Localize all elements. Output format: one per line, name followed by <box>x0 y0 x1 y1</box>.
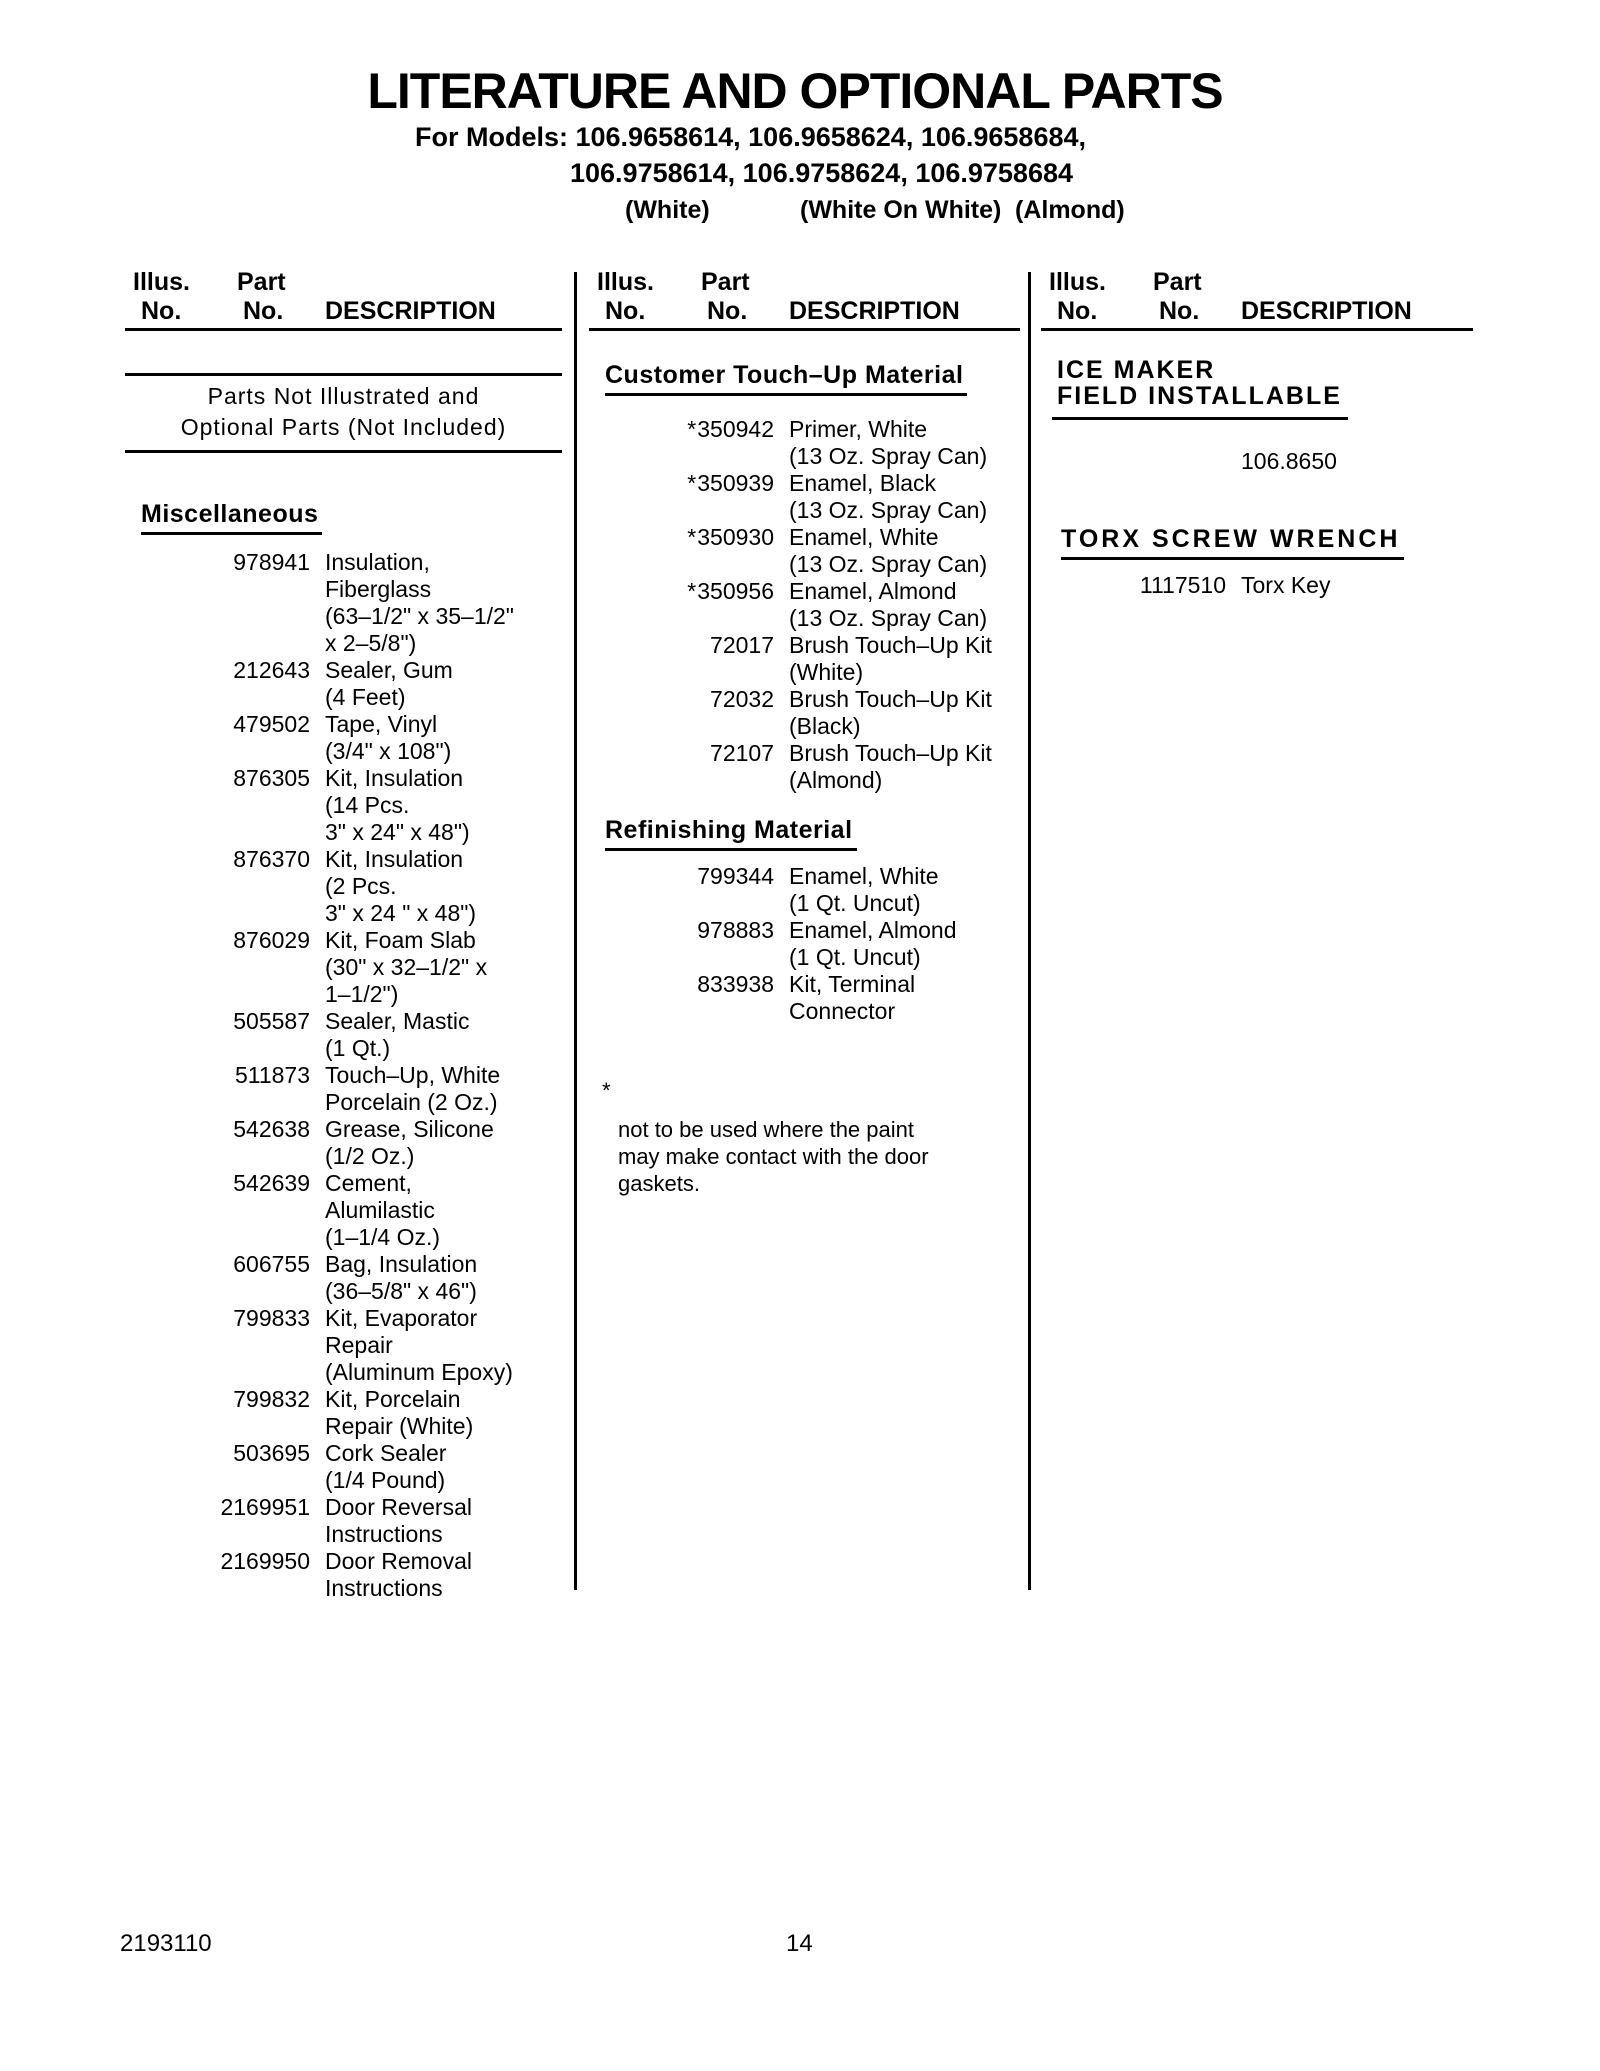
description-line: (Black) <box>789 713 861 739</box>
part-number-text: 542639 <box>233 1170 310 1196</box>
part-number-text: 212643 <box>233 657 310 683</box>
part-number-text: 350930 <box>697 524 774 550</box>
part-number-text: 350942 <box>697 416 774 442</box>
part-description <box>789 524 1020 578</box>
part-row <box>589 524 1020 578</box>
part-number <box>125 765 310 846</box>
description-line: Insulation, <box>325 549 430 575</box>
description-line: x 2–5/8") <box>325 630 417 656</box>
part-number-text: 503695 <box>233 1440 310 1466</box>
col-header-part: Part <box>701 268 750 296</box>
part-row <box>125 1548 562 1602</box>
model-number-row <box>1041 448 1473 475</box>
part-description <box>325 1494 562 1548</box>
banner-line: Optional Parts (Not Included) <box>180 414 507 440</box>
col-header-illus: Illus. <box>133 268 190 296</box>
part-row <box>125 1251 562 1305</box>
column-body <box>589 361 1020 1197</box>
part-number <box>125 846 310 927</box>
section-heading: TORX SCREW WRENCH <box>1061 525 1404 560</box>
description-line: Door Reversal <box>325 1494 472 1520</box>
description-line: Kit, Evaporator <box>325 1305 478 1331</box>
footnote-star-icon: * <box>687 524 697 550</box>
page-title: LITERATURE AND OPTIONAL PARTS <box>367 63 1223 119</box>
part-row <box>589 917 1020 971</box>
part-number <box>589 416 774 470</box>
description-line: (1/2 Oz.) <box>325 1143 415 1169</box>
part-description <box>325 1062 562 1116</box>
part-description <box>325 846 562 927</box>
part-description <box>789 863 1020 917</box>
model-number: 106.8650 <box>1241 448 1337 474</box>
description-line: (4 Feet) <box>325 684 406 710</box>
description-line: Brush Touch–Up Kit <box>789 686 992 712</box>
col-header-description: DESCRIPTION <box>1241 297 1412 325</box>
section-heading <box>1052 357 1348 420</box>
description-line: Enamel, Almond <box>789 917 957 943</box>
col-header-part-no: No. <box>1159 297 1200 325</box>
part-row <box>589 416 1020 470</box>
description-line: (Aluminum Epoxy) <box>325 1359 513 1385</box>
part-description <box>325 927 562 1008</box>
part-row <box>125 549 562 657</box>
table-header <box>589 268 1020 331</box>
footnote-star-icon: * <box>687 470 697 496</box>
description-line: Cement, <box>325 1170 412 1196</box>
footnote-star-icon: * <box>687 578 697 604</box>
part-number <box>125 1305 310 1386</box>
part-number-text: 876029 <box>233 927 310 953</box>
part-number <box>125 1170 310 1251</box>
part-number <box>589 971 774 1025</box>
description-line: (1/4 Pound) <box>325 1467 446 1493</box>
description-line: (13 Oz. Spray Can) <box>789 497 988 523</box>
part-row <box>1041 572 1473 599</box>
description-line: Enamel, White <box>789 863 939 889</box>
part-description <box>789 971 1020 1025</box>
models-line-2: 106.9758614, 106.9758624, 106.9758684 <box>570 158 1073 188</box>
part-description <box>325 765 562 846</box>
column-divider-right <box>1028 272 1031 1590</box>
part-row <box>589 632 1020 686</box>
col-header-description: DESCRIPTION <box>789 297 960 325</box>
part-number <box>125 1008 310 1062</box>
part-number <box>589 740 774 794</box>
description-line: Instructions <box>325 1521 443 1547</box>
part-description <box>325 1548 562 1602</box>
description-line: Instructions <box>325 1575 443 1601</box>
col-header-part-no: No. <box>243 297 284 325</box>
parts-column-right <box>1041 268 1473 599</box>
description-line: (13 Oz. Spray Can) <box>789 551 988 577</box>
col-header-illus-no: No. <box>1057 297 1098 325</box>
section-heading-line: FIELD INSTALLABLE <box>1057 382 1342 410</box>
footnote-line: gaskets. <box>618 1171 700 1196</box>
parts-column-middle <box>589 268 1020 1197</box>
description-line: (1 Qt.) <box>325 1035 391 1061</box>
part-row <box>125 1008 562 1062</box>
footnote-line: not to be used where the paint <box>618 1117 914 1142</box>
description-line: 3" x 24 " x 48") <box>325 900 477 926</box>
color-label-white: (White) <box>625 196 710 224</box>
section-heading-row <box>589 816 1020 851</box>
part-number <box>589 470 774 524</box>
section-heading: Customer Touch–Up Material <box>605 361 967 396</box>
col-header-part-no: No. <box>707 297 748 325</box>
part-number-text: 799832 <box>233 1386 310 1412</box>
description-line: Bag, Insulation <box>325 1251 478 1277</box>
description-line: Porcelain (2 Oz.) <box>325 1089 498 1115</box>
color-label-almond: (Almond) <box>1015 196 1125 224</box>
part-number <box>125 1251 310 1305</box>
description-line: Kit, Insulation <box>325 765 464 791</box>
part-number-text: 2169950 <box>220 1548 310 1574</box>
part-number-text: 978883 <box>697 917 774 943</box>
part-number-text: 72017 <box>710 632 774 658</box>
section-heading: Refinishing Material <box>605 816 857 851</box>
column-divider-left <box>574 272 577 1590</box>
description-line: (White) <box>789 659 864 685</box>
part-description <box>325 1251 562 1305</box>
description-line: (1–1/4 Oz.) <box>325 1224 441 1250</box>
part-description <box>325 1170 562 1251</box>
part-description <box>325 711 562 765</box>
section-heading-line: ICE MAKER <box>1057 356 1216 384</box>
description-line: Tape, Vinyl <box>325 711 438 737</box>
part-row <box>125 1116 562 1170</box>
part-number <box>125 1116 310 1170</box>
table-header <box>125 268 562 331</box>
part-description <box>789 470 1020 524</box>
part-number-text: 350939 <box>697 470 774 496</box>
banner-parts-not-illustrated <box>125 373 562 453</box>
section-heading-row <box>125 500 562 535</box>
part-description <box>789 578 1020 632</box>
footnote-text <box>589 1116 1020 1197</box>
part-number <box>589 917 774 971</box>
part-row <box>125 1386 562 1440</box>
description-line: Brush Touch–Up Kit <box>789 740 992 766</box>
part-row <box>125 711 562 765</box>
models-line-1: For Models: 106.9658614, 106.9658624, 106.9658684, <box>415 122 1086 152</box>
footnote-line: may make contact with the door <box>618 1144 929 1169</box>
description-line: Enamel, Black <box>789 470 937 496</box>
part-row <box>589 686 1020 740</box>
part-row <box>125 1305 562 1386</box>
part-row <box>589 740 1020 794</box>
part-number-text: 505587 <box>233 1008 310 1034</box>
part-number-text: 876305 <box>233 765 310 791</box>
description-line: Kit, Porcelain <box>325 1386 461 1412</box>
col-header-part: Part <box>237 268 286 296</box>
part-description <box>789 740 1020 794</box>
part-row <box>589 971 1020 1025</box>
column-body <box>125 500 562 1602</box>
part-row <box>589 863 1020 917</box>
footer-page-number: 14 <box>786 1930 813 1957</box>
description-line: (36–5/8" x 46") <box>325 1278 477 1304</box>
col-header-part: Part <box>1153 268 1202 296</box>
description-line: Sealer, Mastic <box>325 1008 470 1034</box>
part-number <box>125 657 310 711</box>
description-line: Repair (White) <box>325 1413 474 1439</box>
part-description <box>325 1305 562 1386</box>
description-line: (2 Pcs. <box>325 873 397 899</box>
description-line: Repair <box>325 1332 393 1358</box>
description-line: (13 Oz. Spray Can) <box>789 605 988 631</box>
part-number <box>125 711 310 765</box>
description-line: (30" x 32–1/2" x <box>325 954 488 980</box>
part-row <box>125 846 562 927</box>
description-line: (14 Pcs. <box>325 792 410 818</box>
part-number-text: 799833 <box>233 1305 310 1331</box>
section-heading-row <box>1041 525 1473 560</box>
part-description <box>789 917 1020 971</box>
part-description <box>789 632 1020 686</box>
part-description <box>325 1440 562 1494</box>
part-row <box>589 578 1020 632</box>
col-header-illus: Illus. <box>597 268 654 296</box>
footer-doc-number: 2193110 <box>120 1930 212 1957</box>
description-line: Cork Sealer <box>325 1440 447 1466</box>
table-header <box>1041 268 1473 331</box>
part-number <box>125 1386 310 1440</box>
part-row <box>125 765 562 846</box>
part-row <box>125 1440 562 1494</box>
part-number-text: 978941 <box>233 549 310 575</box>
description-line: Alumilastic <box>325 1197 435 1223</box>
description-line: Sealer, Gum <box>325 657 453 683</box>
description-line: Touch–Up, White <box>325 1062 501 1088</box>
part-description <box>789 686 1020 740</box>
part-description <box>325 1116 562 1170</box>
part-number <box>125 1062 310 1116</box>
part-number <box>589 863 774 917</box>
description-line: Torx Key <box>1241 572 1331 598</box>
description-line: Door Removal <box>325 1548 472 1574</box>
description-line: (1 Qt. Uncut) <box>789 944 921 970</box>
column-body <box>1041 357 1473 599</box>
part-number-text: 606755 <box>233 1251 310 1277</box>
description-line: 1–1/2") <box>325 981 399 1007</box>
description-line: Primer, White <box>789 416 928 442</box>
description-line: (13 Oz. Spray Can) <box>789 443 988 469</box>
description-line: 3" x 24" x 48") <box>325 819 470 845</box>
part-number-text: 833938 <box>697 971 774 997</box>
footnote-star-icon: * <box>687 416 697 442</box>
part-number <box>125 549 310 657</box>
description-line: (1 Qt. Uncut) <box>789 890 921 916</box>
section-heading: Miscellaneous <box>141 500 322 535</box>
part-row <box>125 927 562 1008</box>
part-number-text: 2169951 <box>220 1494 310 1520</box>
part-number-text: 799344 <box>697 863 774 889</box>
part-number <box>125 1494 310 1548</box>
part-number <box>589 578 774 632</box>
description-line: Grease, Silicone <box>325 1116 494 1142</box>
part-description <box>1241 572 1473 599</box>
part-number-text: 479502 <box>233 711 310 737</box>
part-number-text: 511873 <box>234 1062 310 1088</box>
part-description <box>325 657 562 711</box>
color-label-white-on-white: (White On White) <box>800 196 1002 224</box>
footnote-star-icon: * <box>602 1078 611 1103</box>
description-line: Connector <box>789 998 896 1024</box>
col-header-illus-no: No. <box>141 297 182 325</box>
part-number <box>125 1548 310 1602</box>
section-heading-row <box>589 361 1020 396</box>
part-number-text: 542638 <box>233 1116 310 1142</box>
part-number-text: 876370 <box>233 846 310 872</box>
part-description <box>325 1008 562 1062</box>
description-line: (63–1/2" x 35–1/2" <box>325 603 514 629</box>
description-line: (3/4" x 108") <box>325 738 452 764</box>
section-heading-row <box>1041 357 1473 420</box>
part-row <box>589 470 1020 524</box>
description-line: Enamel, White <box>789 524 939 550</box>
col-header-description: DESCRIPTION <box>325 297 496 325</box>
description-line: Brush Touch–Up Kit <box>789 632 992 658</box>
part-number-text: 72032 <box>710 686 774 712</box>
part-description <box>325 549 562 657</box>
col-header-illus: Illus. <box>1049 268 1106 296</box>
description-line: Kit, Insulation <box>325 846 464 872</box>
banner-line: Parts Not Illustrated and <box>207 383 480 409</box>
part-row <box>125 657 562 711</box>
part-number <box>125 927 310 1008</box>
part-row <box>125 1494 562 1548</box>
part-number <box>589 686 774 740</box>
part-number <box>1041 572 1226 599</box>
part-row <box>125 1170 562 1251</box>
col-header-illus-no: No. <box>605 297 646 325</box>
description-line: Fiberglass <box>325 576 432 602</box>
footnote <box>589 1077 1020 1197</box>
description-line: Enamel, Almond <box>789 578 957 604</box>
part-description <box>325 1386 562 1440</box>
part-number-text: 1117510 <box>1139 572 1226 598</box>
description-line: Kit, Foam Slab <box>325 927 476 953</box>
part-row <box>125 1062 562 1116</box>
description-line: (Almond) <box>789 767 883 793</box>
part-number <box>125 1440 310 1494</box>
part-description <box>789 416 1020 470</box>
parts-column-left <box>125 268 562 1602</box>
part-number-text: 72107 <box>710 740 774 766</box>
part-number <box>589 524 774 578</box>
description-line: Kit, Terminal <box>789 971 916 997</box>
part-number <box>589 632 774 686</box>
part-number-text: 350956 <box>697 578 774 604</box>
